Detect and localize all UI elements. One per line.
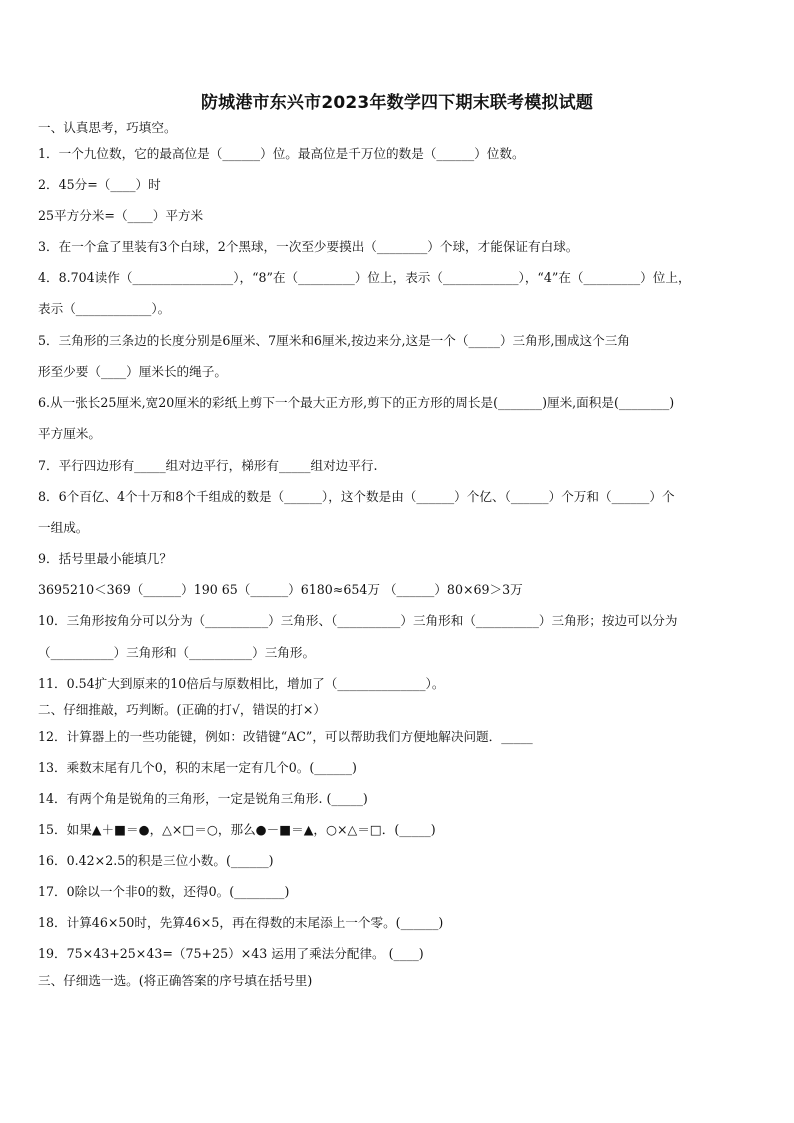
question-6-line-2: 平方厘米。: [38, 426, 101, 441]
section-heading-1: 一、认真思考，巧填空。: [38, 120, 177, 135]
question-4-line-1: 4．8.704读作（________________），“8”在（_________）位上，表示（____________），“4”在（_________）位上，: [38, 270, 691, 285]
question-10-line-2: （__________）三角形和（__________）三角形。: [38, 645, 316, 660]
question-14: 14．有两个角是锐角的三角形，一定是锐角三角形. (_____): [38, 791, 368, 806]
question-2a: 2．45分=（____）时: [38, 177, 161, 192]
question-5-line-1: 5．三角形的三条边的长度分别是6厘米、7厘米和6厘米,按边来分,这是一个（_____）三角形,围成这个三角: [38, 333, 630, 348]
question-18: 18．计算46×50时，先算46×5，再在得数的末尾添上一个零。(______): [38, 915, 444, 930]
question-11: 11．0.54扩大到原来的10倍后与原数相比，增加了（______________）。: [38, 676, 445, 691]
question-8-line-1: 8．6个百亿、4个十万和8个千组成的数是（______），这个数是由（______）个亿、（______）个万和（______）个: [38, 489, 675, 504]
question-13: 13．乘数末尾有几个0，积的末尾一定有几个0。(______): [38, 760, 357, 775]
question-16: 16．0.42×2.5的积是三位小数。(______): [38, 853, 274, 868]
question-5-line-2: 形至少要（____）厘米长的绳子。: [38, 364, 227, 379]
question-9: 9．括号里最小能填几？: [38, 551, 172, 566]
question-17: 17．0除以一个非0的数，还得0。(________): [38, 884, 290, 899]
page-title: 防城港市东兴市2023年数学四下期末联考模拟试题: [200, 93, 594, 113]
question-4-line-2: 表示（____________）。: [38, 301, 171, 316]
question-10-line-1: 10．三角形按角分可以分为（__________）三角形、（__________）三角形和（__________）三角形；按边可以分为: [38, 613, 678, 628]
question-2b: 25平方分米=（____）平方米: [38, 208, 204, 223]
question-1: 1．一个九位数，它的最高位是（______）位。最高位是千万位的数是（______）位数。: [38, 146, 525, 161]
question-8-line-2: 一组成。: [38, 520, 89, 535]
question-6-line-1: 6.从一张长25厘米,宽20厘米的彩纸上剪下一个最大正方形,剪下的正方形的周长是(_______)厘米,面积是(________): [38, 395, 675, 410]
question-3: 3．在一个盒了里装有3个白球，2个黑球，一次至少要摸出（________）个球，才能保证有白球。: [38, 239, 579, 254]
section-heading-2: 二、仔细推敲，巧判断。(正确的打√，错误的打×）: [38, 702, 326, 717]
question-9-items: 3695210＜369（______）190 65（______）6180≈654万 （______）80×69＞3万: [38, 582, 523, 597]
question-15: 15．如果▲＋■＝●，△×□＝○，那么●－■＝▲，○×△＝□．(_____): [38, 822, 436, 837]
question-12: 12．计算器上的一些功能键，例如：改错键“AC”，可以帮助我们方便地解决问题．_____: [38, 729, 533, 744]
section-heading-3: 三、仔细选一选。(将正确答案的序号填在括号里): [38, 973, 313, 988]
question-19: 19．75×43+25×43=（75+25）×43 运用了乘法分配律。 (____): [38, 946, 424, 961]
question-7: 7．平行四边形有_____组对边平行，梯形有_____组对边平行.: [38, 458, 378, 473]
